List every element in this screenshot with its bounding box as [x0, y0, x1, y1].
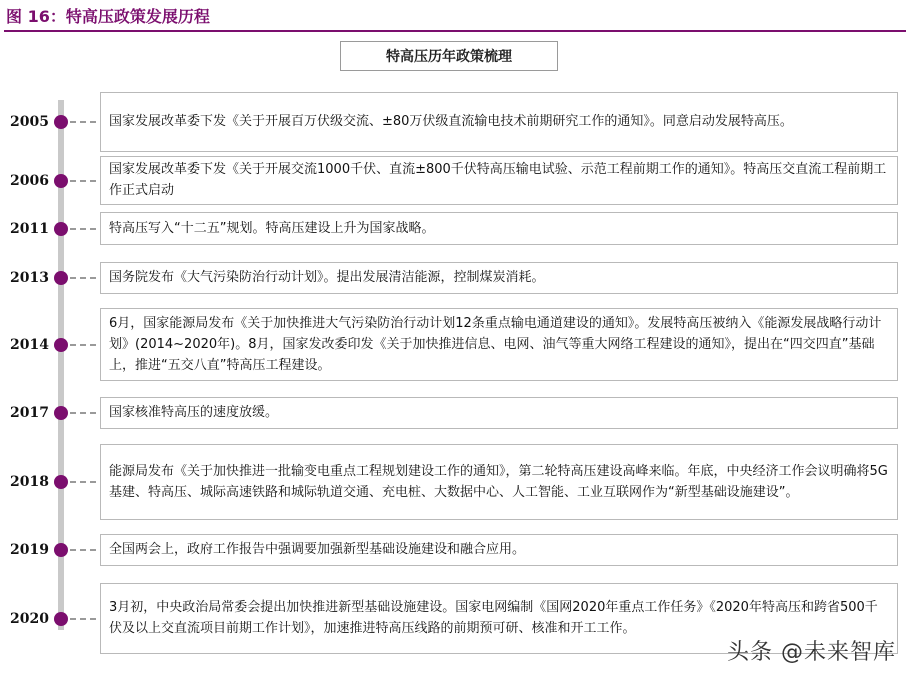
policy-text: 国家发展改革委下发《关于开展交流1000千伏、直流±800千伏特高压输电试验、示范工程前期工作的通知》。特高压交直流工程前期工作正式启动 [109, 162, 887, 198]
connector-dash [70, 549, 96, 551]
policy-text: 国务院发布《大气污染防治行动计划》。提出发展清洁能源，控制煤炭消耗。 [109, 270, 545, 285]
watermark: 头条 @未来智库 [727, 640, 896, 665]
timeline-dot [54, 543, 68, 557]
year-label: 2006 [10, 172, 49, 189]
policy-box [100, 534, 898, 566]
timeline-dot [54, 222, 68, 236]
timeline-dot [54, 406, 68, 420]
timeline-dot [54, 612, 68, 626]
year-label: 2020 [10, 610, 49, 627]
connector-dash [70, 412, 96, 414]
connector-dash [70, 277, 96, 279]
title-rule [4, 30, 906, 32]
timeline-dot [54, 338, 68, 352]
connector-dash [70, 618, 96, 620]
policy-box [100, 397, 898, 429]
policy-box [100, 156, 898, 205]
policy-text: 全国两会上，政府工作报告中强调要加强新型基础设施建设和融合应用。 [109, 542, 526, 557]
policy-text: 3月初，中央政治局常委会提出加快推进新型基础设施建设。国家电网编制《国网2020年重点工作任务》《2020年特高压和跨省500千伏及以上交直流项目前期工作计划》，加速推进特高压线路的前期预可研、核准和开工工作。 [109, 600, 878, 636]
policy-box [100, 212, 898, 245]
policy-text: 6月，国家能源局发布《关于加快推进大气污染防治行动计划12条重点输电通道建设的通知》。发展特高压被纳入《能源发展战略行动计划》(2014~2020年)。8月，国家发改委印发《关于加快推进信息、电网、油气等重大网络工程建设的通知》，提出在“四交四直”基础上，推进“五交八直”特高压工程建设。 [109, 315, 882, 373]
policy-text: 国家核准特高压的速度放缓。 [109, 405, 279, 420]
policy-box [100, 444, 898, 520]
figure-title: 图 16：特高压政策发展历程 [6, 7, 210, 26]
year-label: 2005 [10, 114, 49, 130]
connector-dash [70, 121, 96, 123]
year-label: 2018 [10, 474, 49, 490]
policy-text: 国家发展改革委下发《关于开展百万伏级交流、±80万伏级直流输电技术前期研究工作的通知》。同意启动发展特高压。 [109, 114, 793, 129]
timeline-dot [54, 174, 68, 188]
policy-box [100, 262, 898, 294]
connector-dash [70, 481, 96, 483]
year-label: 2017 [10, 405, 49, 421]
year-label: 2013 [10, 270, 49, 286]
policy-box [100, 308, 898, 381]
diagram-title: 特高压历年政策梳理 [340, 41, 558, 71]
policy-text: 特高压写入“十二五”规划。特高压建设上升为国家战略。 [109, 220, 435, 236]
year-label: 2019 [10, 542, 49, 558]
connector-dash [70, 344, 96, 346]
connector-dash [70, 180, 96, 182]
timeline-dot [54, 271, 68, 285]
policy-text: 能源局发布《关于加快推进一批输变电重点工程规划建设工作的通知》，第二轮特高压建设高峰来临。年底，中央经济工作会议明确将5G基建、特高压、城际高速铁路和城际轨道交通、充电桩、大数据中心、人工智能、工业互联网作为“新型基础设施建设”。 [109, 463, 888, 500]
year-label: 2011 [10, 220, 49, 237]
timeline-dot [54, 115, 68, 129]
year-label: 2014 [10, 336, 49, 353]
timeline-dot [54, 475, 68, 489]
connector-dash [70, 228, 96, 230]
policy-box [100, 92, 898, 152]
